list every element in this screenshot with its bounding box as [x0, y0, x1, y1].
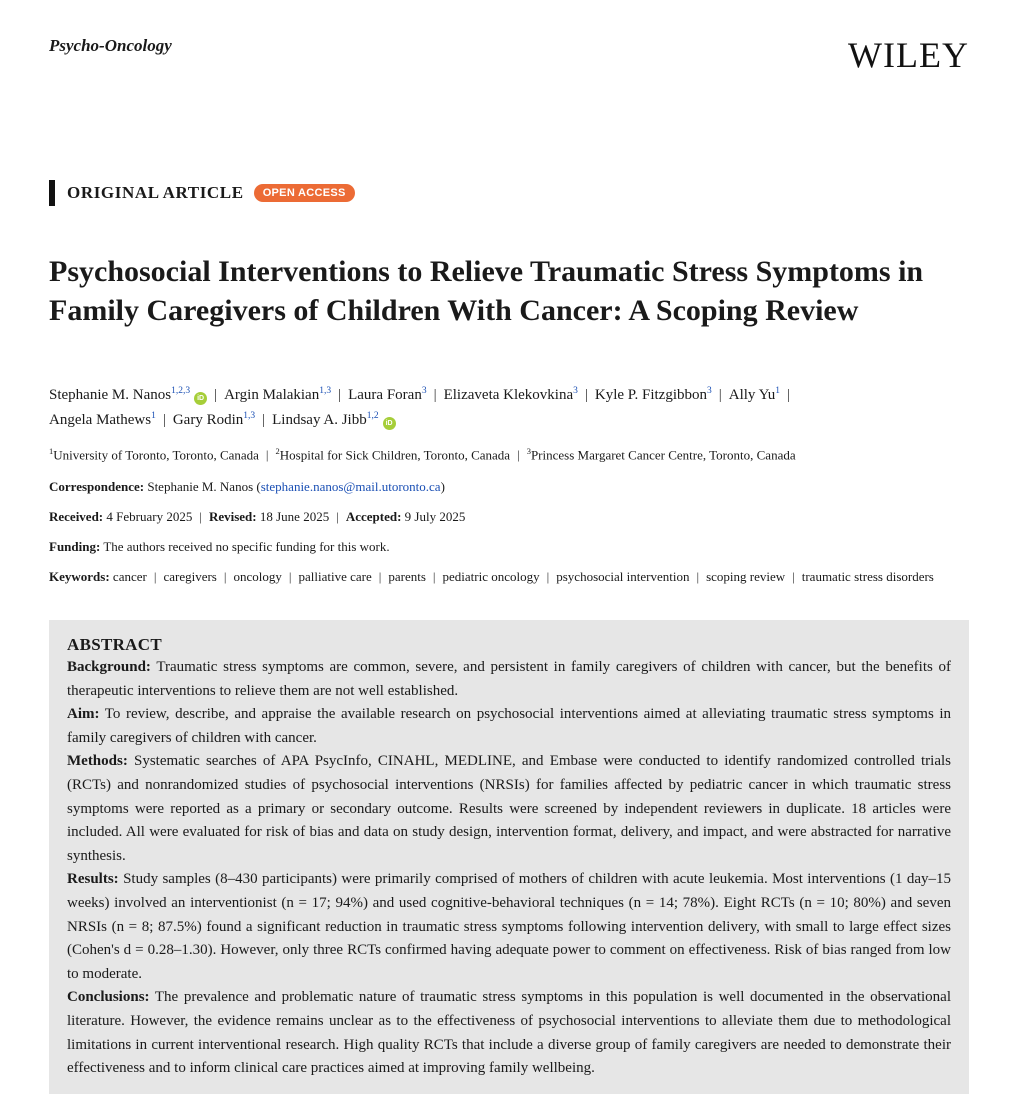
keyword[interactable]: traumatic stress disorders — [801, 569, 934, 584]
keyword[interactable]: cancer — [112, 569, 147, 584]
separator: | — [792, 569, 795, 584]
correspondence-email[interactable]: stephanie.nanos@mail.utoronto.ca — [260, 479, 441, 494]
abstract-aim — [67, 703, 951, 750]
funding-label: Funding: — [49, 539, 101, 554]
separator: | — [584, 387, 588, 403]
received-date: 4 February 2025 — [106, 509, 193, 524]
separator: | — [378, 569, 382, 584]
abstract-heading: ABSTRACT — [67, 635, 162, 654]
author-affiliation-sup: 1 — [151, 411, 156, 421]
received-label: Received: — [49, 509, 104, 524]
section-text: Traumatic stress symptoms are common, severe, and persistent in family caregivers of children with cancer, but the benefits of therapeutic interventions to relieve them are not well established. — [67, 659, 952, 699]
author-name[interactable]: Lindsay A. Jibb — [272, 412, 367, 428]
keywords-line — [49, 568, 979, 586]
separator: | — [265, 447, 269, 463]
separator: | — [162, 412, 166, 428]
author-name[interactable]: Gary Rodin — [172, 412, 244, 428]
separator: | — [199, 509, 202, 524]
section-label: Results: — [67, 871, 119, 888]
correspondence-label: Correspondence: — [49, 479, 145, 494]
author-affiliation-sup: 3 — [573, 386, 578, 396]
affiliation-sup: 1 — [49, 446, 54, 456]
separator: | — [262, 412, 266, 428]
separator: | — [223, 569, 227, 584]
affiliation-sup: 3 — [526, 446, 531, 456]
funding-text: The authors received no specific funding for this work. — [103, 539, 390, 554]
keyword[interactable]: caregivers — [163, 569, 217, 584]
section-label: Methods: — [67, 753, 128, 770]
section-text: To review, describe, and appraise the available research on psychosocial interventions aimed at alleviating traumatic stress symptoms in family caregivers of children with cancer. — [67, 706, 951, 746]
article-type-bar — [49, 180, 55, 206]
author-name[interactable]: Kyle P. Fitzgibbon — [594, 387, 707, 403]
section-text: Systematic searches of APA PsycInfo, CINAHL, MEDLINE, and Embase were conducted to identify randomized controlled trials (RCTs) and nonrandomized studies of psychosocial interventions (NRSIs) for families affected by pediatric cancer in which traumatic stress symptoms were reported as a primary or secondary outcome. Results were screened by independent reviewers in duplicate. 18 articles were included. All were evaluated for risk of bias and data on study design, intervention format, delivery, and impact, and were abstracted for narrative synthesis. — [67, 753, 951, 864]
article-title: Psychosocial Interventions to Relieve Traumatic Stress Symptoms in Family Caregivers of Children With Cancer: A Scoping Review — [49, 255, 924, 327]
author-affiliation-sup: 3 — [421, 386, 427, 396]
affiliations — [49, 442, 979, 464]
abstract-background — [67, 656, 951, 703]
author-affiliation-sup: 1,3 — [319, 386, 332, 396]
orcid-icon[interactable]: iD — [383, 417, 396, 430]
separator: | — [546, 569, 550, 584]
separator: | — [338, 387, 342, 403]
article-type-row — [49, 180, 355, 206]
author-list — [49, 381, 979, 431]
accepted-label: Accepted: — [345, 509, 402, 524]
keyword[interactable]: pediatric oncology — [442, 569, 540, 584]
author-name[interactable]: Laura Foran — [348, 387, 422, 403]
abstract-methods — [67, 750, 951, 868]
separator: | — [432, 569, 436, 584]
separator: | — [288, 569, 292, 584]
section-label: Background: — [67, 659, 151, 675]
correspondence-name: Stephanie M. Nanos — [147, 479, 254, 494]
author-name[interactable]: Angela Mathews — [49, 412, 152, 428]
abstract-box — [49, 620, 969, 1094]
orcid-icon[interactable]: iD — [194, 392, 207, 405]
separator: | — [433, 387, 437, 403]
author-name[interactable]: Stephanie M. Nanos — [49, 387, 172, 403]
keyword[interactable]: psychosocial intervention — [556, 569, 690, 584]
publisher-logo: WILEY — [848, 35, 969, 75]
author-name[interactable]: Argin Malakian — [224, 387, 320, 403]
separator: | — [214, 387, 218, 403]
separator: | — [517, 447, 520, 463]
section-label: Aim: — [67, 706, 100, 723]
separator: | — [718, 387, 722, 403]
keywords-label: Keywords: — [49, 569, 110, 584]
revised-label: Revised: — [208, 509, 257, 524]
author-affiliation-sup: 1,2 — [366, 411, 379, 421]
author-affiliation-sup: 1,2,3 — [171, 386, 191, 396]
affiliation-text: Princess Margaret Cancer Centre, Toronto, Canada — [530, 447, 796, 463]
article-type-label: ORIGINAL ARTICLE — [67, 183, 244, 202]
section-text: The prevalence and problematic nature of traumatic stress symptoms in this population is well documented in the observational literature. However, the evidence remains unclear as to the effectiveness of psychosocial interventions to alleviate them due to methodological limitations in current interventional research. High quality RCTs that include a diverse group of family caregivers are needed to demonstrate their effectiveness and to inform clinical care practices aimed at improving family wellbeing. — [67, 989, 951, 1077]
section-text: Study samples (8–430 participants) were primarily comprised of mothers of children with acute leukemia. Most interventions (1 day–15 weeks) involved an interventionist (n = 17; 94%) and used cognitive-behavioral techniques (n = 14; 78%). Eight RCTs (n = 10; 80%) and seven NRSIs (n = 8; 87.5%) found a significant reduction in traumatic stress symptoms following intervention delivery, with small to large effect sizes (Cohen's d = 0.28–1.30). However, only three RCTs confirmed having adequate power to comment on effectiveness. Risk of bias ranged from low to moderate. — [67, 871, 952, 982]
affiliation-sup: 2 — [275, 446, 280, 456]
correspondence-line: Correspondence: Stephanie M. Nanos (stephanie.nanos@mail.utoronto.ca) — [49, 479, 445, 494]
journal-name: Psycho-Oncology — [49, 36, 172, 55]
abstract-results — [67, 868, 951, 986]
separator: | — [696, 569, 700, 584]
dates-line — [49, 508, 979, 526]
author-affiliation-sup: 1 — [775, 386, 781, 396]
author-name[interactable]: Ally Yu — [728, 387, 776, 403]
abstract-conclusions — [67, 986, 951, 1080]
keyword[interactable]: oncology — [233, 569, 282, 584]
open-access-badge: OPEN ACCESS — [254, 184, 355, 202]
author-affiliation-sup: 1,3 — [243, 411, 256, 421]
affiliation-text: Hospital for Sick Children, Toronto, Canada — [279, 447, 511, 463]
keyword[interactable]: parents — [388, 569, 426, 584]
separator: | — [787, 387, 791, 403]
separator: | — [336, 509, 339, 524]
keyword[interactable]: scoping review — [706, 569, 786, 584]
affiliation-text: University of Toronto, Toronto, Canada — [53, 447, 259, 463]
separator: | — [153, 569, 157, 584]
keyword[interactable]: palliative care — [298, 569, 372, 584]
accepted-date: 9 July 2025 — [404, 509, 466, 524]
funding-line — [49, 538, 979, 556]
author-name[interactable]: Elizaveta Klekovkina — [443, 387, 574, 403]
author-affiliation-sup: 3 — [706, 386, 712, 396]
revised-date: 18 June 2025 — [259, 509, 330, 524]
section-label: Conclusions: — [67, 989, 150, 1006]
